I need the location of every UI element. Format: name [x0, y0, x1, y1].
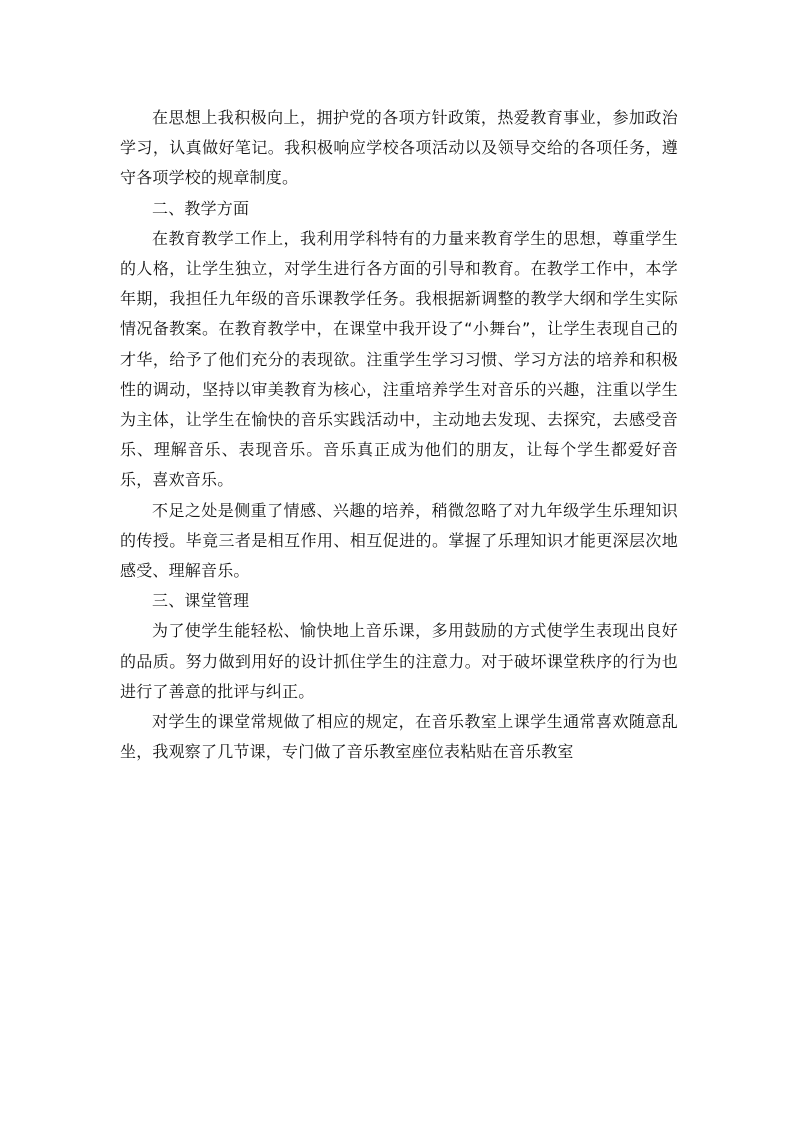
heading-teaching: 二、教学方面	[152, 198, 250, 218]
paragraph-classroom-rules: 对学生的课堂常规做了相应的规定，在音乐教室上课学生通常喜欢随意乱坐，我观察了几节课，专门做了音乐教室座位表粘贴在音乐教室	[120, 712, 678, 762]
paragraph-ideology: 在思想上我积极向上，拥护党的各项方针政策，热爱教育事业，参加政治学习，认真做好笔记。我积极响应学校各项活动以及领导交给的各项任务，遵守各项学校的规章制度。	[120, 108, 678, 188]
document-page	[120, 103, 678, 767]
paragraph-shortcomings: 不足之处是侧重了情感、兴趣的培养，稍微忽略了对九年级学生乐理知识的传授。毕竟三者是相互作用、相互促进的。掌握了乐理知识才能更深层次地感受、理解音乐。	[120, 500, 678, 581]
heading-classroom-management: 三、课堂管理	[152, 591, 250, 611]
paragraph-teaching: 在教育教学工作上，我利用学科特有的力量来教育学生的思想，尊重学生的人格，让学生独立，对学生进行各方面的引导和教育。在教学工作中，本学年期，我担任九年级的音乐课教学任务。我根据新调整的教学大纲和学生实际情况备教案。在教育教学中，在课堂中我开设了“小舞台”，让学生表现自己的才华，给予了他们充分的表现欲。注重学生学习习惯、学习方法的培养和积极性的调动，坚持以审美教育为核心，注重培养学生对音乐的兴趣，注重以学生为主体，让学生在愉快的音乐实践活动中，主动地去发现、去探究，去感受音乐、理解音乐、表现音乐。音乐真正成为他们的朋友，让每个学生都爱好音乐，喜欢音乐。	[120, 228, 678, 490]
paragraph-encouragement: 为了使学生能轻松、愉快地上音乐课，多用鼓励的方式使学生表现出良好的品质。努力做到用好的设计抓住学生的注意力。对于破坏课堂秩序的行为也进行了善意的批评与纠正。	[120, 621, 678, 701]
